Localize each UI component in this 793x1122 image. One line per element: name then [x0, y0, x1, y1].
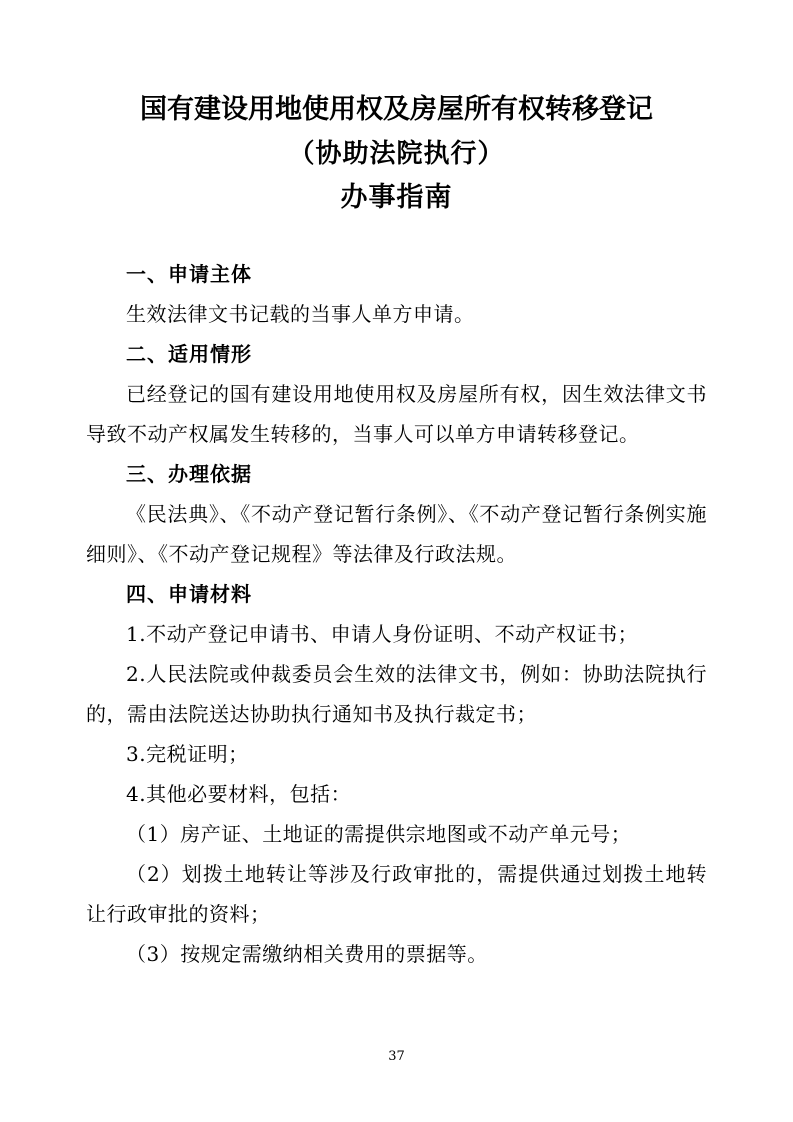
- section-4-item-2: 2.人民法院或仲裁委员会生效的法律文书，例如：协助法院执行的，需由法院送达协助执行通知书及执行裁定书；: [86, 662, 707, 726]
- section-4-item-1: 1.不动产登记申请书、申请人身份证明、不动产权证书；: [126, 622, 639, 646]
- title-line-2: （协助法院执行）: [288, 139, 505, 169]
- document-body: [86, 254, 707, 974]
- section-2-paragraph-1: 已经登记的国有建设用地使用权及房屋所有权，因生效法律文书导致不动产权属发生转移的，当事人可以单方申请转移登记。: [86, 382, 707, 446]
- section-heading-2: 二、适用情形: [126, 342, 252, 366]
- page-number: 37: [388, 1049, 405, 1064]
- section-heading-4: 四、申请材料: [126, 582, 252, 606]
- section-heading-1: 一、申请主体: [126, 262, 252, 286]
- section-4-subitem-1: （1）房产证、土地证的需提供宗地图或不动产单元号；: [126, 822, 632, 846]
- title-line-3: 办事指南: [340, 182, 453, 213]
- title-line-1: 国有建设用地使用权及房屋所有权转移登记: [140, 94, 653, 125]
- section-4-item-4: 4.其他必要材料，包括：: [126, 782, 352, 806]
- section-4-subitem-3: （3）按规定需缴纳相关费用的票据等。: [126, 942, 488, 966]
- section-4-subitem-2: （2）划拨土地转让等涉及行政审批的，需提供通过划拨土地转让行政审批的资料；: [86, 862, 707, 926]
- section-1-paragraph-1: 生效法律文书记载的当事人单方申请。: [126, 302, 475, 326]
- section-4-item-3: 3.完税证明；: [126, 742, 249, 766]
- document-title: [86, 88, 707, 220]
- section-heading-3: 三、办理依据: [126, 462, 252, 486]
- section-3-paragraph-1: 《民法典》、《不动产登记暂行条例》、《不动产登记暂行条例实施细则》、《不动产登记规程》等法律及行政法规。: [86, 502, 707, 566]
